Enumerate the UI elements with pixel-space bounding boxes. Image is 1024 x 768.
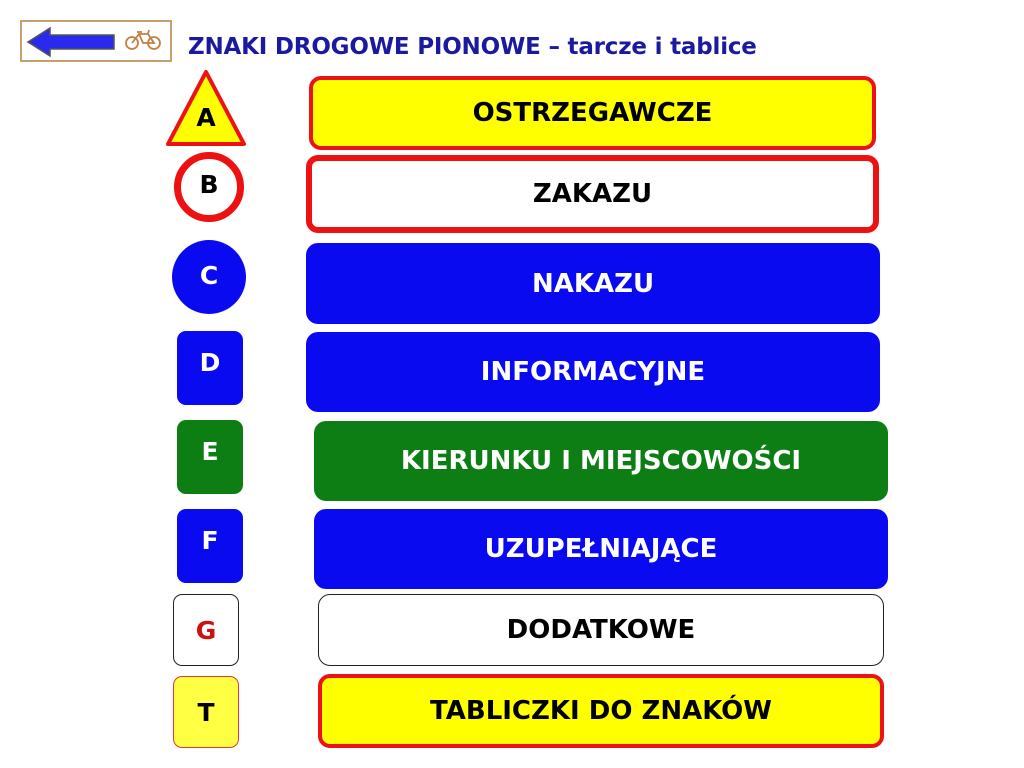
- category-uzupelniajace[interactable]: UZUPEŁNIAJĄCE: [314, 509, 888, 589]
- bicycle-icon: [124, 28, 162, 52]
- letter-e: [177, 420, 243, 494]
- letter-e-text: E: [201, 436, 219, 466]
- letter-b: [174, 152, 244, 222]
- left-arrow-icon: [26, 26, 118, 58]
- page-title: ZNAKI DROGOWE PIONOWE – tarcze i tablice: [188, 34, 757, 60]
- letter-a: A: [196, 102, 216, 132]
- letter-c: [172, 240, 246, 314]
- letter-b-text: B: [199, 169, 219, 199]
- category-tabliczki-do-znakow[interactable]: TABLICZKI DO ZNAKÓW: [318, 674, 884, 748]
- category-informacyjne[interactable]: INFORMACYJNE: [306, 332, 880, 412]
- letter-t-text: T: [197, 697, 215, 727]
- category-zakazu[interactable]: ZAKAZU: [306, 155, 879, 233]
- letter-f-text: F: [201, 525, 219, 555]
- category-kierunku-i-miejscowosci[interactable]: KIERUNKU I MIEJSCOWOŚCI: [314, 421, 888, 501]
- letter-c-text: C: [199, 260, 219, 290]
- letter-g-text: G: [195, 615, 217, 645]
- category-dodatkowe[interactable]: DODATKOWE: [318, 594, 884, 666]
- letter-g: [173, 594, 239, 666]
- category-ostrzegawcze[interactable]: OSTRZEGAWCZE: [309, 76, 876, 150]
- letter-f: [177, 509, 243, 583]
- letter-d: [177, 331, 243, 405]
- category-nakazu[interactable]: NAKAZU: [306, 243, 880, 324]
- letter-t: [173, 676, 239, 748]
- letter-d-text: D: [199, 347, 221, 377]
